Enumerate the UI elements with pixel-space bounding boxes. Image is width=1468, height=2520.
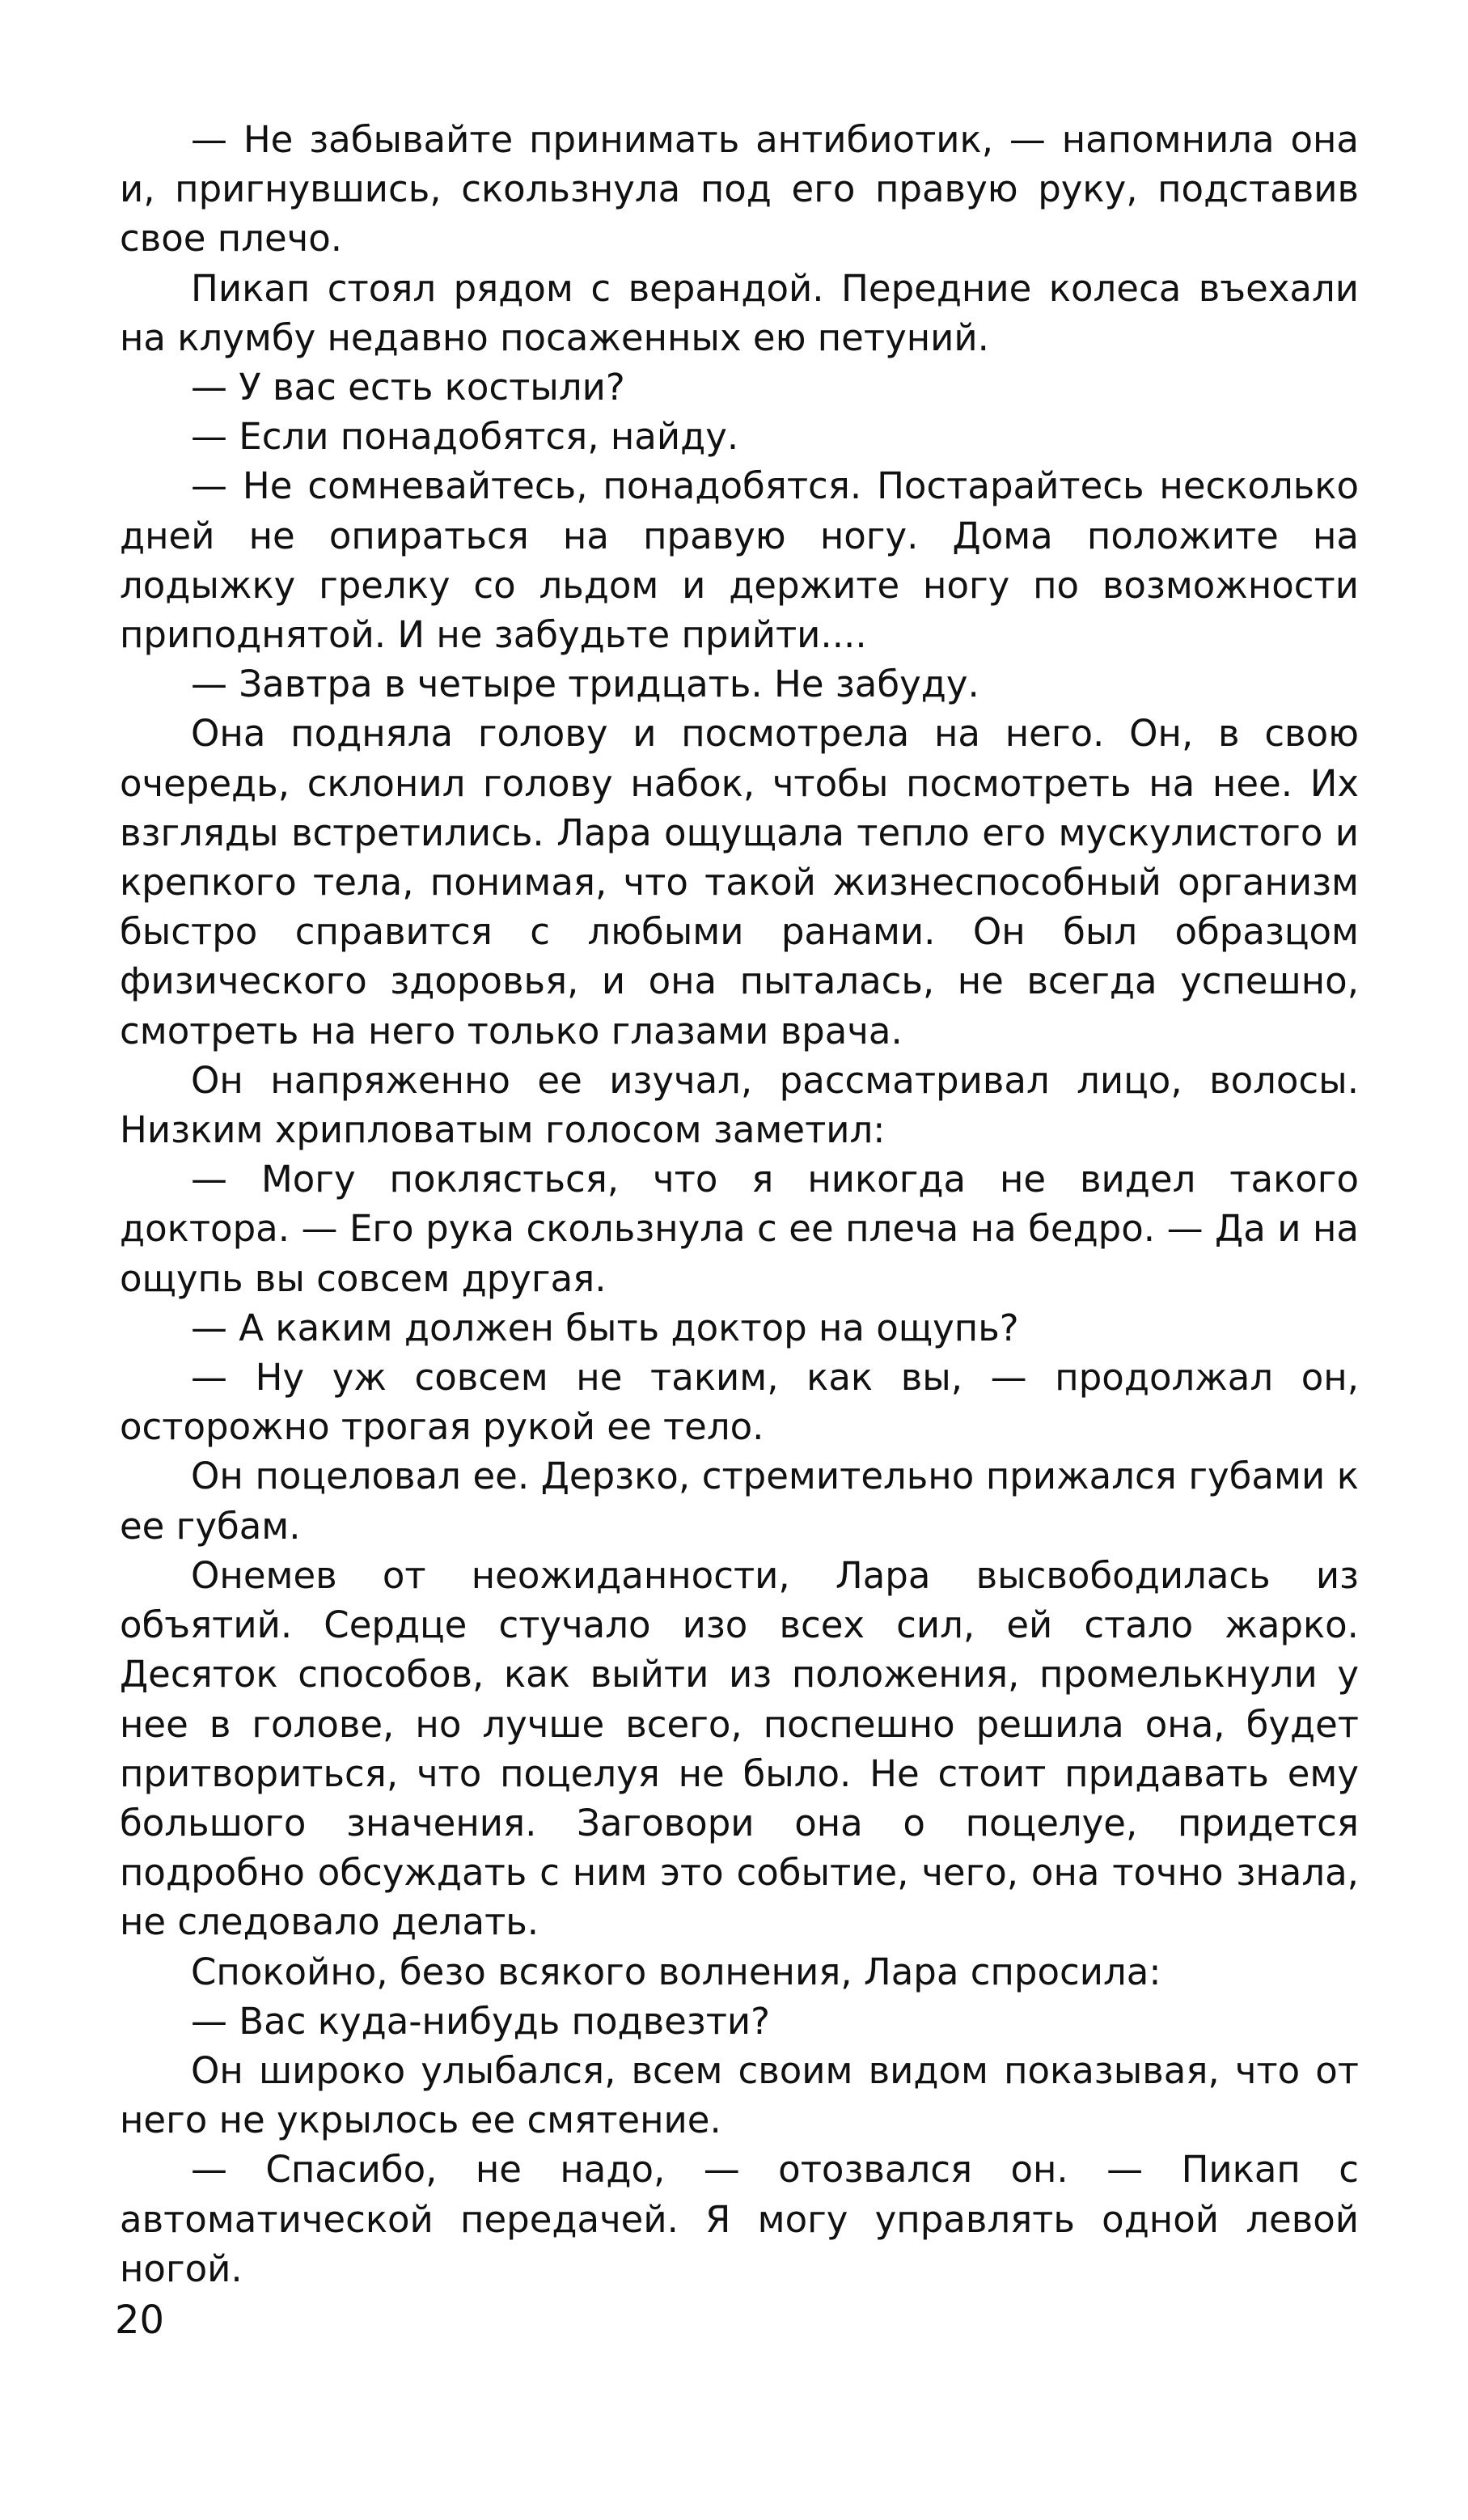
paragraph: — Если понадобятся, найду. — [191, 415, 739, 459]
page-number: 20 — [115, 2298, 165, 2343]
paragraph: — Спасибо, не надо, — отозвался он. — Пикап с автоматической передачей. Я могу управлять одной левой ногой. — [120, 2148, 1359, 2290]
paragraph: — Могу поклясться, что я никогда не видел такого доктора. — Его рука скользнула с ее плеча на бедро. — Да и на ощупь вы совсем другая. — [120, 1158, 1359, 1300]
body-text — [120, 115, 1359, 2293]
paragraph: — Ну уж совсем не таким, как вы, — продолжал он, осторожно трогая рукой ее тело. — [120, 1356, 1359, 1449]
paragraph: — А каким должен быть доктор на ощупь? — [191, 1306, 1019, 1349]
paragraph: Он напряженно ее изучал, рассматривал лицо, волосы. Низким хрипловатым голосом заметил: — [120, 1058, 1359, 1152]
paragraph: — У вас есть костыли? — [191, 366, 625, 409]
paragraph: Онемев от неожиданности, Лара высвободилась из объятий. Сердце стучало изо всех сил, ей стало жарко. Десяток способов, как выйти из положения, промелькнули у нее в голове, но лучше всего, поспешно решила она, будет притвориться, что поцелуя не было. Не стоит придавать ему большого значения. Заговори она о поцелуе, придется подробно обсуждать с ним это событие, чего, она точно знала, не следовало делать. — [120, 1553, 1359, 1944]
paragraph: — Не сомневайтесь, понадобятся. Постарайтесь несколько дней не опираться на правую ногу. Дома положите на лодыжку грелку со льдом и держите ногу по возможности приподнятой. И не забудьте прийти.... — [120, 464, 1359, 657]
paragraph: Он поцеловал ее. Дерзко, стремительно прижался губами к ее губам. — [120, 1455, 1359, 1548]
paragraph: Спокойно, безо всякого волнения, Лара спросила: — [191, 1950, 1161, 1993]
paragraph: Он широко улыбался, всем своим видом показывая, что от него не укрылось ее смятение. — [120, 2048, 1359, 2142]
paragraph: — Не забывайте принимать антибиотик, — напомнила она и, пригнувшись, скользнула под его правую руку, подставив свое плечо. — [120, 118, 1359, 260]
paragraph: Она подняла голову и посмотрела на него. Он, в свою очередь, склонил голову набок, чтобы посмотреть на нее. Их взгляды встретились. Лара ощущала тепло его мускулистого и крепкого тела, понимая, что такой жизнеспособный организм быстро справится с любыми ранами. Он был образцом физического здоровья, и она пыталась, не всегда успешно, смотреть на него только глазами врача. — [120, 712, 1359, 1052]
paragraph: — Вас куда-нибудь подвезти? — [191, 1999, 771, 2043]
paragraph: Пикап стоял рядом с верандой. Передние колеса въехали на клумбу недавно посаженных ею петуний. — [120, 266, 1359, 359]
paragraph: — Завтра в четыре тридцать. Не забуду. — [191, 663, 979, 706]
